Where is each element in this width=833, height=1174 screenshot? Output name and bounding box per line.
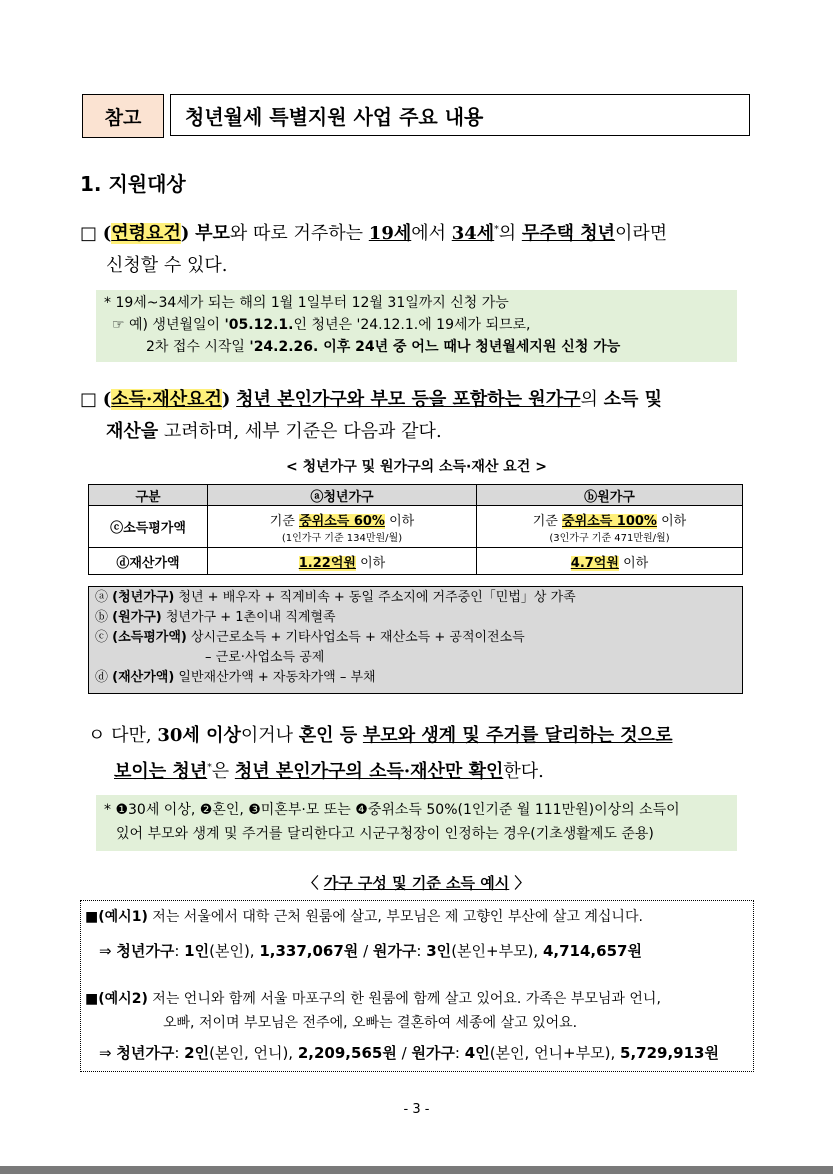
table-row (89, 548, 743, 575)
paren-open: ( (102, 223, 112, 244)
separate-living: 부모와 생계 및 주거를 달리하는 것으로 (362, 725, 673, 746)
median-income-60: 중위소득 60% (299, 513, 385, 529)
text: 이하 (389, 513, 415, 529)
text: 다만, (111, 725, 152, 746)
example-2-line2: 오빠, 저이며 부모님은 전주에, 오빠는 결혼하여 세종에 살고 있어요. (163, 1015, 578, 1031)
text: 인 청년은 '24.12.1.에 19세가 되므로, (293, 317, 531, 333)
page-title: 청년월세 특별지원 사업 주요 내용 (170, 94, 750, 136)
legend-line: ⓐ (청년가구) 청년 + 배우자 + 직계비속 + 동일 주소지에 거주중인「민법」상 가족 (95, 590, 576, 605)
text: 와 따로 거주하는 (229, 223, 364, 244)
checkbox-bullet: □ (80, 223, 98, 244)
header-category: 구분 (89, 485, 208, 506)
sub-note: (1인가구 기준 134만원/월) (281, 532, 403, 544)
legend-line: ⓑ (원가구) 청년가구 + 1촌이내 직계혈족 (95, 610, 336, 625)
footnote-star: * (207, 763, 212, 773)
age-30: 30세 이상 (157, 725, 241, 746)
text: 기준 (532, 513, 558, 529)
youth-word: 보이는 청년 (114, 761, 208, 782)
caption-text: 가구 구성 및 기준 소득 예시 (323, 874, 510, 892)
parent-word: 부모 (195, 223, 230, 244)
text: 은 (211, 761, 230, 782)
asset-limit-youth: 1.22억원 (298, 555, 356, 571)
row-label-assets: ⓓ재산가액 (89, 548, 208, 575)
note-line (104, 314, 729, 336)
homeless-youth: 무주택 청년 (521, 223, 616, 244)
header-youth-household: ⓐ청년가구 (208, 485, 477, 506)
age-19: 19세 (368, 223, 412, 244)
cell-youth-assets (208, 548, 477, 575)
birth-date: '05.12.1. (224, 317, 294, 333)
cell-origin-assets (477, 548, 743, 575)
examples-caption: 〈 가구 구성 및 기준 소득 예시 〉 (303, 874, 530, 892)
text: 의 (498, 223, 517, 244)
checkbox-bullet: □ (80, 389, 98, 410)
paren-close: ) (180, 223, 190, 244)
text: 의 (580, 389, 598, 410)
income-requirement (80, 384, 770, 448)
note-line: * ❶30세 이상, ❷혼인, ❸미혼부·모 또는 ❹중위소득 50%(1인기준 월 111만원)이상의 소득이 (104, 802, 680, 818)
text: 기준 (269, 513, 295, 529)
legend-line: – 근로·사업소득 공제 (205, 650, 325, 665)
age-requirement (80, 214, 760, 282)
example-label: 예시1 (104, 909, 142, 925)
text: 고려하며, 세부 기준은 다음과 같다. (163, 421, 442, 442)
legend-line: ⓒ (소득평가액) 상시근로소득 + 기타사업소득 + 재산소득 + 공적이전소득 (95, 630, 525, 645)
example-1-result: ⇒ 청년가구: 1인(본인), 1,337,067원 / 원가구: 3인(본인+부모), 4,714,657원 (99, 942, 642, 960)
household-scope: 청년 본인가구와 부모 등을 포함하는 원가구 (236, 389, 581, 410)
header-origin-household: ⓑ원가구 (477, 485, 743, 506)
apply-period: '24.2.26. 이후 24년 중 어느 때나 청년월세지원 신청 가능 (249, 339, 621, 355)
example-text: 저는 서울에서 대학 근처 원룸에 살고, 부모님은 제 고향인 부산에 살고 계십니다. (152, 909, 643, 925)
text: 2차 접수 시작일 (146, 339, 245, 355)
text: 한다. (503, 761, 544, 782)
note-line (104, 336, 729, 358)
legend-line: ⓓ (재산가액) 일반재산가액 + 자동차가액 – 부채 (95, 670, 376, 685)
circle-bullet: ㅇ (88, 725, 106, 746)
text: 이라면 (615, 223, 668, 244)
row-label-income: ⓒ소득평가액 (89, 506, 208, 548)
own-household-check: 청년 본인가구의 소득·재산만 확인 (234, 761, 504, 782)
table-legend (88, 586, 743, 694)
age-34: 34세 (451, 223, 495, 244)
arrow-icon: ⇒ (99, 942, 112, 960)
page-bottom-edge (0, 1166, 833, 1174)
requirements-table (88, 484, 743, 575)
age-note (96, 290, 737, 362)
example-1: ■(예시1) 저는 서울에서 대학 근처 원룸에 살고, 부모님은 제 고향인 부산에 살고 계십니다. (85, 909, 643, 925)
footnote-star: * (494, 225, 499, 235)
cell-origin-income (477, 506, 743, 548)
arrow-icon: ⇒ (99, 1044, 112, 1062)
income-req-label: 소득·재산요건 (111, 389, 222, 410)
text: 소득 및 (603, 389, 663, 410)
note-line: 있어 부모와 생계 및 주거를 달리한다고 시군구청장이 인정하는 경우(기초생활제도 준용) (116, 826, 654, 842)
text: 이하 (360, 555, 386, 571)
text: ☞ 예) 생년월일이 (112, 317, 221, 333)
examples-box (80, 900, 754, 1072)
asset-limit-origin: 4.7억원 (570, 555, 619, 571)
exception-paragraph (88, 720, 768, 788)
text: 재산을 (106, 421, 159, 442)
cell-youth-income (208, 506, 477, 548)
paren-open: ( (102, 389, 112, 410)
note-line: * 19세~34세가 되는 해의 1월 1일부터 12월 31일까지 신청 가능 (104, 295, 509, 311)
text: 혼인 등 (298, 725, 358, 746)
paren-close: ) (221, 389, 231, 410)
text: 이하 (661, 513, 687, 529)
example-2-result: ⇒ 청년가구: 2인(본인, 언니), 2,209,565원 / 원가구: 4인(본인, 언니+부모), 5,729,913원 (99, 1044, 719, 1062)
table-row (89, 506, 743, 548)
text: 이하 (623, 555, 649, 571)
example-text: 저는 언니와 함께 서울 마포구의 한 원룸에 함께 살고 있어요. 가족은 부모님과 언니, (152, 991, 661, 1007)
example-label: 예시2 (104, 991, 142, 1007)
page-number: - 3 - (403, 1102, 430, 1117)
exception-note (96, 795, 737, 851)
section-title: 1. 지원대상 (80, 172, 186, 196)
age-req-label: 연령요건 (111, 223, 181, 244)
text-line: 신청할 수 있다. (106, 255, 228, 276)
text: 에서 (411, 223, 447, 244)
text: 이거나 (240, 725, 294, 746)
table-header-row (89, 485, 743, 506)
table-caption: < 청년가구 및 원가구의 소득·재산 요건 > (286, 459, 547, 475)
reference-tag: 참고 (82, 94, 164, 138)
sub-note: (3인가구 기준 471만원/월) (549, 532, 670, 544)
median-income-100: 중위소득 100% (562, 513, 657, 529)
example-2: ■(예시2) 저는 언니와 함께 서울 마포구의 한 원룸에 함께 살고 있어요. 가족은 부모님과 언니, (85, 991, 661, 1007)
